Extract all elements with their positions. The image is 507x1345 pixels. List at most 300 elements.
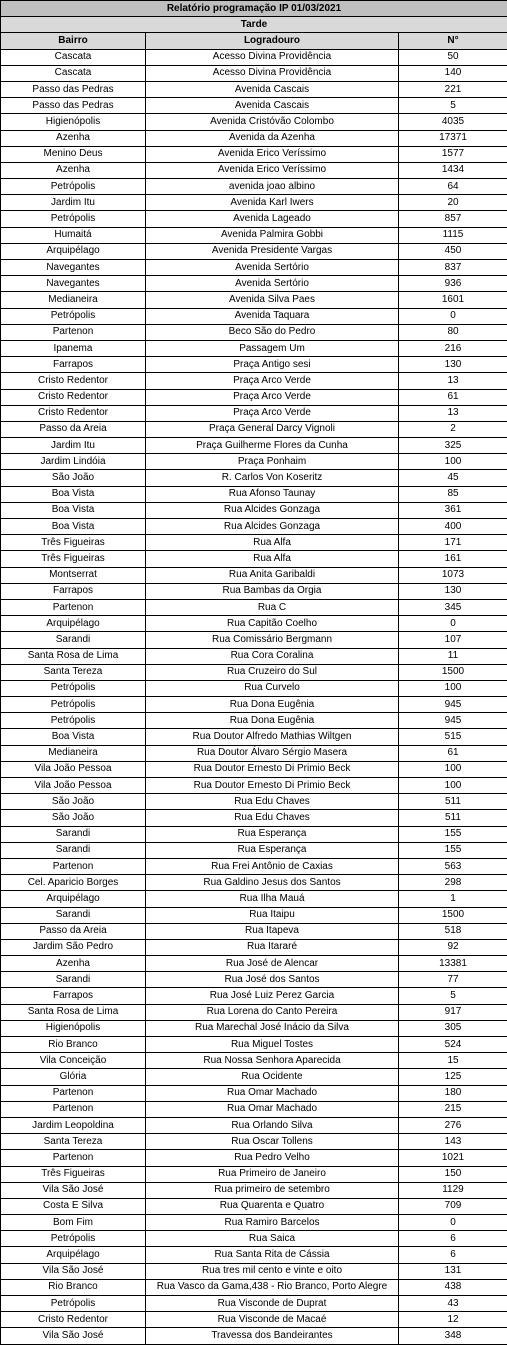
cell-numero: 171 [399, 535, 507, 551]
cell-numero: 1577 [399, 146, 507, 162]
cell-bairro: Passo da Areia [1, 421, 146, 437]
cell-numero: 130 [399, 583, 507, 599]
cell-logradouro: Rua Vasco da Gama,438 - Rio Branco, Porto Alegre [146, 1279, 399, 1295]
cell-logradouro: Praça Arco Verde [146, 405, 399, 421]
cell-logradouro: Rua Capitão Coelho [146, 616, 399, 632]
cell-bairro: Cristo Redentor [1, 1312, 146, 1328]
cell-bairro: Santa Rosa de Lima [1, 1004, 146, 1020]
column-header-numero: N° [399, 33, 507, 49]
cell-logradouro: Rua José Luiz Perez Garcia [146, 988, 399, 1004]
table-row [1, 567, 507, 583]
table-row [1, 502, 507, 518]
table-row [1, 1198, 507, 1214]
cell-numero: 13381 [399, 956, 507, 972]
cell-numero: 100 [399, 761, 507, 777]
table-row [1, 486, 507, 502]
table-row [1, 114, 507, 130]
cell-bairro: Vila São José [1, 1328, 146, 1344]
cell-logradouro: Rua Saica [146, 1231, 399, 1247]
cell-logradouro: Avenida Cristóvão Colombo [146, 114, 399, 130]
cell-numero: 216 [399, 340, 507, 356]
cell-logradouro: Passagem Um [146, 340, 399, 356]
table-row [1, 1296, 507, 1312]
cell-logradouro: Rua Ilha Mauá [146, 891, 399, 907]
cell-logradouro: Rua Pedro Velho [146, 1150, 399, 1166]
cell-bairro: Farrapos [1, 357, 146, 373]
cell-logradouro: Rua Alfa [146, 535, 399, 551]
table-row [1, 1117, 507, 1133]
cell-numero: 345 [399, 599, 507, 615]
table-row [1, 438, 507, 454]
table-row [1, 1279, 507, 1295]
cell-numero: 945 [399, 713, 507, 729]
cell-bairro: Jardim Leopoldina [1, 1117, 146, 1133]
cell-numero: 11 [399, 648, 507, 664]
cell-bairro: Partenon [1, 1085, 146, 1101]
cell-bairro: Medianeira [1, 745, 146, 761]
cell-bairro: Jardim Itu [1, 438, 146, 454]
cell-numero: 15 [399, 1053, 507, 1069]
cell-numero: 1500 [399, 907, 507, 923]
table-row [1, 891, 507, 907]
cell-numero: 1115 [399, 227, 507, 243]
cell-numero: 361 [399, 502, 507, 518]
cell-numero: 12 [399, 1312, 507, 1328]
cell-numero: 155 [399, 826, 507, 842]
cell-bairro: Arquipélago [1, 1247, 146, 1263]
cell-bairro: Sarandi [1, 632, 146, 648]
cell-logradouro: Rua Primeiro de Janeiro [146, 1166, 399, 1182]
table-row [1, 1037, 507, 1053]
cell-logradouro: Rua Santa Rita de Cássia [146, 1247, 399, 1263]
cell-bairro: Navegantes [1, 260, 146, 276]
cell-bairro: Sarandi [1, 907, 146, 923]
cell-bairro: Farrapos [1, 583, 146, 599]
cell-bairro: Navegantes [1, 276, 146, 292]
table-row [1, 632, 507, 648]
cell-numero: 348 [399, 1328, 507, 1344]
table-row [1, 551, 507, 567]
cell-bairro: Petrópolis [1, 211, 146, 227]
cell-bairro: Boa Vista [1, 502, 146, 518]
table-row [1, 875, 507, 891]
cell-logradouro: Avenida Silva Paes [146, 292, 399, 308]
cell-numero: 305 [399, 1020, 507, 1036]
table-row [1, 1247, 507, 1263]
cell-numero: 61 [399, 745, 507, 761]
cell-bairro: Boa Vista [1, 519, 146, 535]
table-row [1, 260, 507, 276]
cell-logradouro: Avenida da Azenha [146, 130, 399, 146]
cell-logradouro: Praça Arco Verde [146, 373, 399, 389]
cell-bairro: Costa E Silva [1, 1198, 146, 1214]
table-row [1, 405, 507, 421]
cell-bairro: Boa Vista [1, 486, 146, 502]
table-row [1, 179, 507, 195]
cell-logradouro: Rua Cruzeiro do Sul [146, 664, 399, 680]
table-row [1, 211, 507, 227]
cell-logradouro: Rua Itaipu [146, 907, 399, 923]
title-row [1, 1, 507, 17]
cell-logradouro: Rua Alcides Gonzaga [146, 502, 399, 518]
table-row [1, 1328, 507, 1344]
cell-bairro: Cristo Redentor [1, 389, 146, 405]
cell-bairro: Arquipélago [1, 616, 146, 632]
cell-numero: 298 [399, 875, 507, 891]
cell-numero: 276 [399, 1117, 507, 1133]
cell-bairro: Boa Vista [1, 729, 146, 745]
table-row [1, 810, 507, 826]
cell-bairro: Sarandi [1, 842, 146, 858]
cell-numero: 50 [399, 49, 507, 65]
cell-logradouro: Rua José de Alencar [146, 956, 399, 972]
table-row [1, 648, 507, 664]
cell-logradouro: Beco São do Pedro [146, 324, 399, 340]
table-row [1, 826, 507, 842]
cell-bairro: Cristo Redentor [1, 405, 146, 421]
table-row [1, 243, 507, 259]
cell-numero: 5 [399, 988, 507, 1004]
table-row [1, 98, 507, 114]
cell-numero: 77 [399, 972, 507, 988]
cell-logradouro: Praça General Darcy Vignoli [146, 421, 399, 437]
table-row [1, 1263, 507, 1279]
cell-logradouro: Rua Itararé [146, 939, 399, 955]
cell-numero: 2 [399, 421, 507, 437]
cell-bairro: Jardim São Pedro [1, 939, 146, 955]
cell-logradouro: Rua Galdino Jesus dos Santos [146, 875, 399, 891]
cell-numero: 100 [399, 454, 507, 470]
cell-numero: 524 [399, 1037, 507, 1053]
cell-logradouro: avenida joao albino [146, 179, 399, 195]
cell-logradouro: Rua Comissário Bergmann [146, 632, 399, 648]
cell-numero: 1129 [399, 1182, 507, 1198]
cell-bairro: Medianeira [1, 292, 146, 308]
cell-bairro: Ipanema [1, 340, 146, 356]
cell-bairro: Partenon [1, 1101, 146, 1117]
cell-bairro: Humaitá [1, 227, 146, 243]
cell-bairro: Petrópolis [1, 697, 146, 713]
cell-numero: 107 [399, 632, 507, 648]
table-row [1, 470, 507, 486]
cell-numero: 92 [399, 939, 507, 955]
table-row [1, 1182, 507, 1198]
cell-bairro: Santa Tereza [1, 1134, 146, 1150]
cell-bairro: Partenon [1, 599, 146, 615]
table-row [1, 761, 507, 777]
table-row [1, 1069, 507, 1085]
table-row [1, 454, 507, 470]
cell-numero: 917 [399, 1004, 507, 1020]
cell-bairro: Azenha [1, 162, 146, 178]
cell-logradouro: Rua Marechal José Inácio da Silva [146, 1020, 399, 1036]
cell-bairro: Três Figueiras [1, 551, 146, 567]
cell-bairro: Cel. Aparicio Borges [1, 875, 146, 891]
cell-logradouro: Rua Ramiro Barcelos [146, 1215, 399, 1231]
cell-bairro: São João [1, 794, 146, 810]
cell-numero: 13 [399, 373, 507, 389]
cell-logradouro: Rua Nossa Senhora Aparecida [146, 1053, 399, 1069]
cell-numero: 511 [399, 794, 507, 810]
column-header-bairro: Bairro [1, 33, 146, 49]
cell-bairro: Arquipélago [1, 891, 146, 907]
cell-logradouro: Rua Alfa [146, 551, 399, 567]
table-row [1, 680, 507, 696]
table-row [1, 227, 507, 243]
table-row [1, 599, 507, 615]
cell-numero: 131 [399, 1263, 507, 1279]
table-row [1, 664, 507, 680]
cell-bairro: Azenha [1, 956, 146, 972]
cell-numero: 100 [399, 680, 507, 696]
report-title: Relatório programação IP 01/03/2021 [1, 1, 507, 17]
cell-logradouro: R. Carlos Von Koseritz [146, 470, 399, 486]
cell-numero: 215 [399, 1101, 507, 1117]
cell-numero: 0 [399, 308, 507, 324]
cell-bairro: Azenha [1, 130, 146, 146]
table-row [1, 195, 507, 211]
column-header-logradouro: Logradouro [146, 33, 399, 49]
cell-logradouro: Avenida Palmira Gobbi [146, 227, 399, 243]
report-period: Tarde [1, 17, 507, 33]
table-row [1, 389, 507, 405]
table-row [1, 373, 507, 389]
cell-logradouro: Avenida Sertório [146, 260, 399, 276]
cell-bairro: Vila São José [1, 1263, 146, 1279]
cell-numero: 4035 [399, 114, 507, 130]
table-row [1, 1215, 507, 1231]
cell-logradouro: Rua Miguel Tostes [146, 1037, 399, 1053]
cell-logradouro: Rua tres mil cento e vinte e oito [146, 1263, 399, 1279]
cell-numero: 0 [399, 1215, 507, 1231]
cell-numero: 1500 [399, 664, 507, 680]
cell-logradouro: Rua Dona Eugênia [146, 697, 399, 713]
cell-logradouro: Rua Bambas da Orgia [146, 583, 399, 599]
cell-logradouro: Rua Afonso Taunay [146, 486, 399, 502]
cell-logradouro: Rua Esperança [146, 842, 399, 858]
table-row [1, 49, 507, 65]
cell-bairro: Petrópolis [1, 179, 146, 195]
cell-bairro: Higienópolis [1, 114, 146, 130]
cell-logradouro: Rua Itapeva [146, 923, 399, 939]
cell-numero: 64 [399, 179, 507, 195]
cell-logradouro: Rua primeiro de setembro [146, 1182, 399, 1198]
cell-logradouro: Rua Alcides Gonzaga [146, 519, 399, 535]
table-row [1, 907, 507, 923]
table-row [1, 276, 507, 292]
cell-numero: 125 [399, 1069, 507, 1085]
cell-logradouro: Rua Omar Machado [146, 1085, 399, 1101]
cell-bairro: Santa Tereza [1, 664, 146, 680]
table-row [1, 697, 507, 713]
table-row [1, 1020, 507, 1036]
cell-logradouro: Rua Curvelo [146, 680, 399, 696]
cell-bairro: Arquipélago [1, 243, 146, 259]
cell-logradouro: Rua Cora Coralina [146, 648, 399, 664]
cell-logradouro: Rua Visconde de Macaé [146, 1312, 399, 1328]
cell-logradouro: Rua Orlando Silva [146, 1117, 399, 1133]
cell-logradouro: Rua Oscar Tollens [146, 1134, 399, 1150]
cell-bairro: Passo das Pedras [1, 98, 146, 114]
cell-logradouro: Rua Quarenta e Quatro [146, 1198, 399, 1214]
cell-logradouro: Rua Doutor Ernesto Di Primio Beck [146, 761, 399, 777]
cell-bairro: Petrópolis [1, 1231, 146, 1247]
cell-bairro: Menino Deus [1, 146, 146, 162]
table-row [1, 519, 507, 535]
table-row [1, 956, 507, 972]
cell-bairro: Jardim Lindóia [1, 454, 146, 470]
cell-logradouro: Avenida Sertório [146, 276, 399, 292]
cell-logradouro: Rua Frei Antônio de Caxias [146, 858, 399, 874]
cell-bairro: Vila João Pessoa [1, 761, 146, 777]
cell-bairro: Passo da Areia [1, 923, 146, 939]
cell-logradouro: Rua Doutor Alfredo Mathias Wiltgen [146, 729, 399, 745]
cell-logradouro: Avenida Presidente Vargas [146, 243, 399, 259]
cell-numero: 563 [399, 858, 507, 874]
cell-bairro: Vila São José [1, 1182, 146, 1198]
cell-numero: 515 [399, 729, 507, 745]
cell-numero: 45 [399, 470, 507, 486]
cell-bairro: Vila Conceição [1, 1053, 146, 1069]
table-row [1, 778, 507, 794]
table-row [1, 130, 507, 146]
cell-bairro: Petrópolis [1, 308, 146, 324]
cell-bairro: Petrópolis [1, 680, 146, 696]
cell-bairro: Higienópolis [1, 1020, 146, 1036]
cell-numero: 1601 [399, 292, 507, 308]
table-row [1, 340, 507, 356]
table-row [1, 357, 507, 373]
table-row [1, 583, 507, 599]
cell-logradouro: Praça Antigo sesi [146, 357, 399, 373]
table-row [1, 794, 507, 810]
table-row [1, 162, 507, 178]
table-row [1, 146, 507, 162]
cell-logradouro: Avenida Erico Veríssimo [146, 162, 399, 178]
cell-numero: 1 [399, 891, 507, 907]
cell-numero: 0 [399, 616, 507, 632]
cell-logradouro: Travessa dos Bandeirantes [146, 1328, 399, 1344]
table-row [1, 939, 507, 955]
cell-bairro: Cascata [1, 49, 146, 65]
cell-bairro: Passo das Pedras [1, 81, 146, 97]
cell-numero: 61 [399, 389, 507, 405]
cell-numero: 161 [399, 551, 507, 567]
cell-numero: 1073 [399, 567, 507, 583]
cell-numero: 837 [399, 260, 507, 276]
table-row [1, 616, 507, 632]
cell-bairro: Partenon [1, 1150, 146, 1166]
cell-numero: 511 [399, 810, 507, 826]
table-row [1, 1312, 507, 1328]
table-row [1, 729, 507, 745]
table-row [1, 923, 507, 939]
cell-logradouro: Rua Edu Chaves [146, 794, 399, 810]
cell-logradouro: Acesso Divina Providência [146, 65, 399, 81]
cell-bairro: Rio Branco [1, 1279, 146, 1295]
cell-logradouro: Rua Doutor Ernesto Di Primio Beck [146, 778, 399, 794]
cell-numero: 150 [399, 1166, 507, 1182]
table-row [1, 1134, 507, 1150]
table-row [1, 858, 507, 874]
cell-bairro: São João [1, 470, 146, 486]
cell-bairro: Cristo Redentor [1, 373, 146, 389]
cell-logradouro: Praça Guilherme Flores da Cunha [146, 438, 399, 454]
cell-logradouro: Rua Lorena do Canto Pereira [146, 1004, 399, 1020]
table-row [1, 65, 507, 81]
cell-bairro: Partenon [1, 324, 146, 340]
table-row [1, 1231, 507, 1247]
cell-numero: 1434 [399, 162, 507, 178]
cell-numero: 17371 [399, 130, 507, 146]
cell-numero: 155 [399, 842, 507, 858]
cell-logradouro: Rua Ocidente [146, 1069, 399, 1085]
cell-bairro: Partenon [1, 858, 146, 874]
cell-numero: 43 [399, 1296, 507, 1312]
cell-numero: 400 [399, 519, 507, 535]
cell-logradouro: Avenida Lageado [146, 211, 399, 227]
cell-bairro: Três Figueiras [1, 1166, 146, 1182]
table-row [1, 972, 507, 988]
cell-bairro: Jardim Itu [1, 195, 146, 211]
cell-bairro: Vila João Pessoa [1, 778, 146, 794]
header-row [1, 33, 507, 49]
table-row [1, 988, 507, 1004]
table-row [1, 842, 507, 858]
cell-numero: 438 [399, 1279, 507, 1295]
cell-logradouro: Rua C [146, 599, 399, 615]
cell-bairro: Farrapos [1, 988, 146, 1004]
cell-bairro: Montserrat [1, 567, 146, 583]
cell-logradouro: Rua Doutor Álvaro Sérgio Masera [146, 745, 399, 761]
cell-bairro: Bom Fim [1, 1215, 146, 1231]
cell-bairro: Sarandi [1, 972, 146, 988]
cell-logradouro: Praça Ponhaim [146, 454, 399, 470]
table-row [1, 324, 507, 340]
cell-numero: 5 [399, 98, 507, 114]
cell-logradouro: Rua Visconde de Duprat [146, 1296, 399, 1312]
table-row [1, 535, 507, 551]
cell-numero: 80 [399, 324, 507, 340]
cell-numero: 450 [399, 243, 507, 259]
table-row [1, 713, 507, 729]
cell-numero: 143 [399, 1134, 507, 1150]
cell-numero: 180 [399, 1085, 507, 1101]
cell-bairro: Três Figueiras [1, 535, 146, 551]
cell-numero: 13 [399, 405, 507, 421]
table-row [1, 81, 507, 97]
table-row [1, 1150, 507, 1166]
cell-logradouro: Rua Edu Chaves [146, 810, 399, 826]
cell-numero: 857 [399, 211, 507, 227]
table-body [1, 49, 507, 1344]
cell-numero: 325 [399, 438, 507, 454]
cell-logradouro: Rua Dona Eugênia [146, 713, 399, 729]
cell-numero: 140 [399, 65, 507, 81]
cell-logradouro: Acesso Divina Providência [146, 49, 399, 65]
table-row [1, 1166, 507, 1182]
cell-logradouro: Avenida Cascais [146, 98, 399, 114]
table-row [1, 308, 507, 324]
cell-logradouro: Avenida Karl Iwers [146, 195, 399, 211]
cell-logradouro: Rua Omar Machado [146, 1101, 399, 1117]
cell-numero: 20 [399, 195, 507, 211]
cell-logradouro: Avenida Taquara [146, 308, 399, 324]
cell-bairro: Petrópolis [1, 713, 146, 729]
cell-logradouro: Rua Esperança [146, 826, 399, 842]
cell-bairro: Santa Rosa de Lima [1, 648, 146, 664]
cell-numero: 85 [399, 486, 507, 502]
